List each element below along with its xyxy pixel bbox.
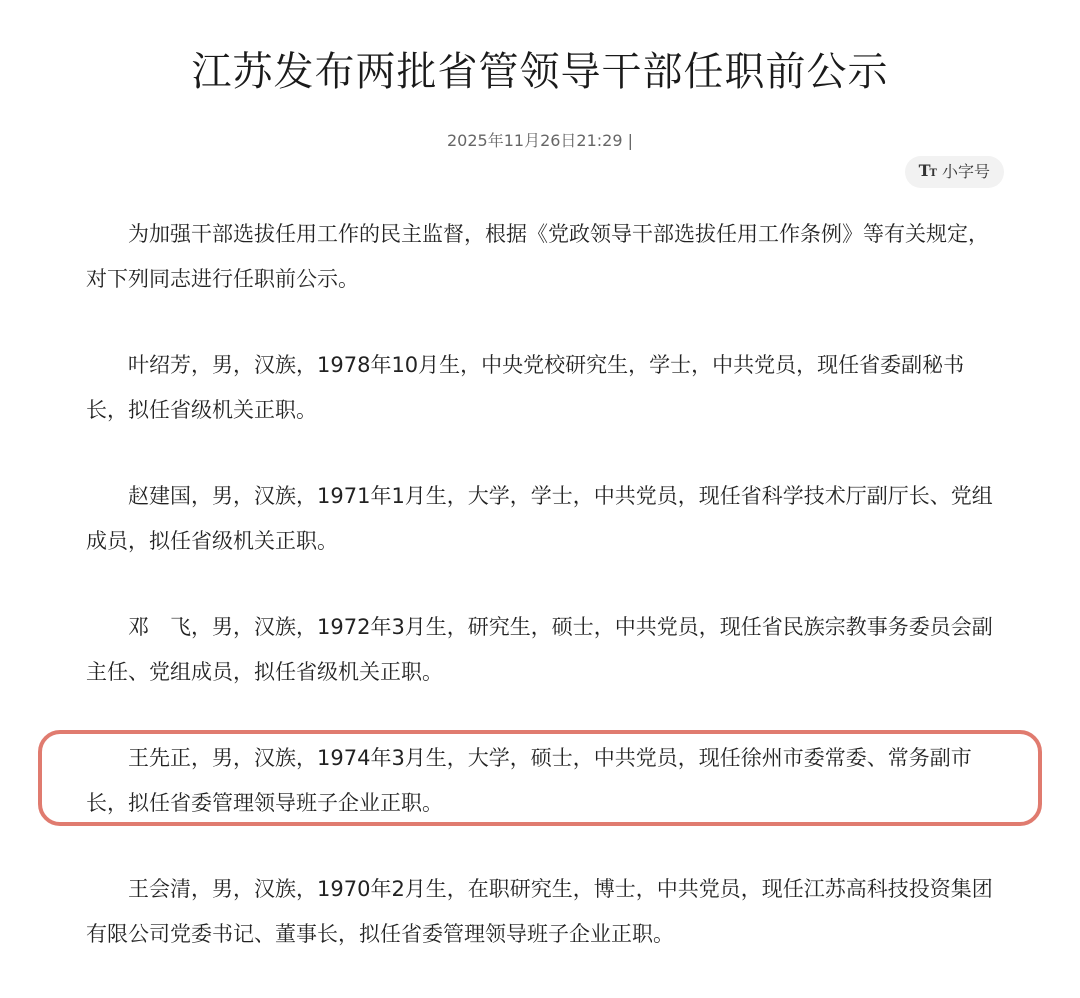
nominee-paragraph-zhao-jianguo: 赵建国，男，汉族，1971年1月生，大学，学士，中共党员，现任省科学技术厅副厅长、党组成员，拟任省级机关正职。 [86,484,993,553]
text-size-icon: TT [918,160,936,180]
nominee-paragraph-deng-fei: 邓 飞，男，汉族，1972年3月生，研究生，硕士，中共党员，现任省民族宗教事务委员会副主任、党组成员，拟任省级机关正职。 [86,615,993,684]
publish-meta: 2025年11月26日21:29 | [446,131,634,150]
nominee-paragraph-wang-huiqing: 王会清，男，汉族，1970年2月生，在职研究生，博士，中共党员，现任江苏高科技投资集团有限公司党委书记、董事长，拟任省委管理领导班子企业正职。 [86,877,993,946]
page-title: 江苏发布两批省管领导干部任职前公示 [191,49,889,95]
nominee-paragraph-wang-xianzheng: 王先正，男，汉族，1974年3月生，大学，硕士，中共党员，现任徐州市委常委、常务副市长，拟任省委管理领导班子企业正职。 [86,746,972,815]
font-size-toggle-label: 小字号 [941,162,990,181]
article-body [86,212,1006,998]
intro-paragraph: 为加强干部选拔任用工作的民主监督，根据《党政领导干部选拔任用工作条例》等有关规定，对下列同志进行任职前公示。 [86,222,989,291]
nominee-paragraph-ye-shaofang: 叶绍芳，男，汉族，1978年10月生，中央党校研究生，学士，中共党员，现任省委副秘书长，拟任省级机关正职。 [86,353,965,422]
font-size-toggle-button[interactable] [905,156,1004,188]
